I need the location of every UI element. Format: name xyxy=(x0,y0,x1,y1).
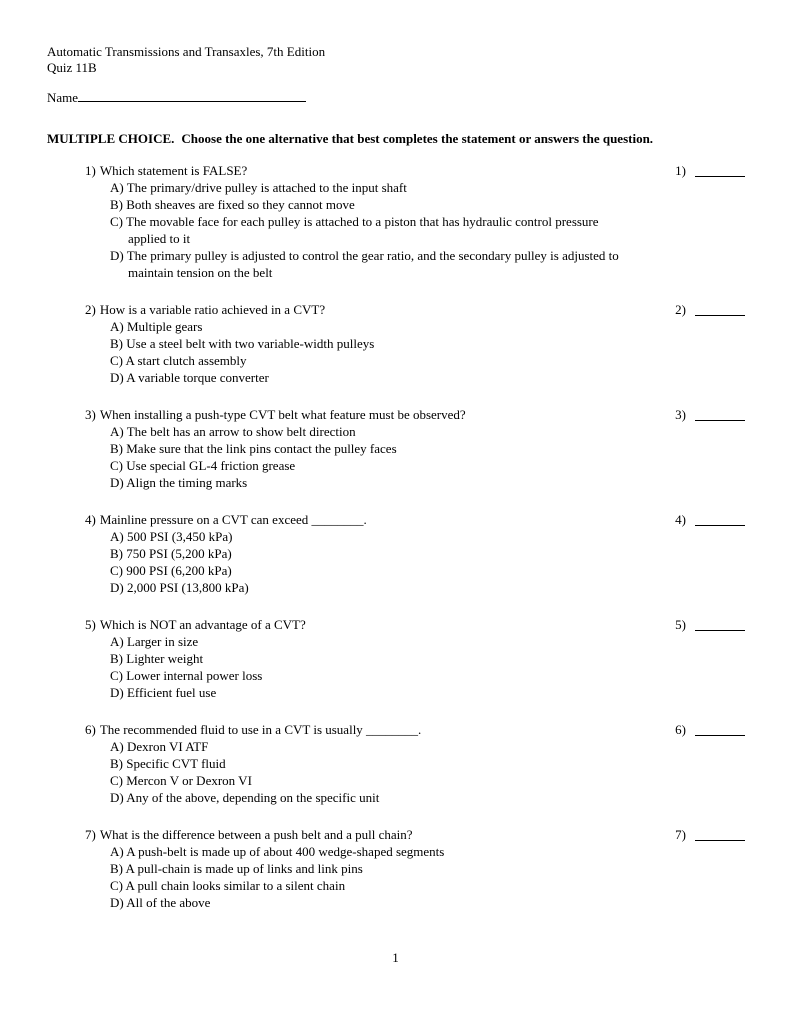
option-letter: A) xyxy=(110,634,124,649)
instructions-text: Choose the one alternative that best completes the statement or answers the question. xyxy=(181,131,654,146)
option-text: Lighter weight xyxy=(126,651,204,666)
option-letter: A) xyxy=(110,529,124,544)
option-c xyxy=(110,352,630,369)
option-text: Make sure that the link pins contact the pulley faces xyxy=(126,441,397,456)
option-text: Any of the above, depending on the specific unit xyxy=(126,790,380,805)
question-stem xyxy=(85,406,466,423)
option-b xyxy=(110,650,630,667)
option-text: A pull chain looks similar to a silent chain xyxy=(125,878,346,893)
answer-blank-line xyxy=(695,167,745,177)
option-a xyxy=(110,179,630,196)
option-c xyxy=(110,877,630,894)
option-text: A variable torque converter xyxy=(126,370,269,385)
option-d xyxy=(110,247,630,281)
option-d xyxy=(110,474,630,491)
answer-blank-line xyxy=(695,306,745,316)
option-letter: D) xyxy=(110,790,124,805)
option-text: 750 PSI (5,200 kPa) xyxy=(126,546,232,561)
answer-slot xyxy=(675,406,745,423)
option-a xyxy=(110,423,630,440)
question-block-5 xyxy=(85,616,745,701)
option-text: All of the above xyxy=(126,895,211,910)
name-row xyxy=(47,89,745,106)
option-text: Align the timing marks xyxy=(126,475,248,490)
question-block-4 xyxy=(85,511,745,596)
instructions xyxy=(47,130,745,147)
answer-blank-line xyxy=(695,411,745,421)
option-text: Multiple gears xyxy=(126,319,203,334)
answer-number: 1) xyxy=(675,163,686,178)
question-number: 5) xyxy=(85,617,96,632)
option-letter: B) xyxy=(110,336,123,351)
option-letter: D) xyxy=(110,685,124,700)
option-d xyxy=(110,894,630,911)
question-number: 2) xyxy=(85,302,96,317)
option-text: Specific CVT fluid xyxy=(126,756,226,771)
answer-slot xyxy=(675,511,745,528)
question-text: Which statement is FALSE? xyxy=(99,163,248,178)
option-list xyxy=(85,738,745,806)
option-list xyxy=(85,423,745,491)
question-block-3 xyxy=(85,406,745,491)
option-b xyxy=(110,860,630,877)
option-b xyxy=(110,335,630,352)
option-text: Efficient fuel use xyxy=(126,685,217,700)
answer-number: 7) xyxy=(675,827,686,842)
option-b xyxy=(110,440,630,457)
question-number: 3) xyxy=(85,407,96,422)
option-letter: C) xyxy=(110,773,123,788)
option-a xyxy=(110,528,630,545)
option-letter: C) xyxy=(110,353,123,368)
option-letter: B) xyxy=(110,546,123,561)
option-letter: B) xyxy=(110,441,123,456)
option-letter: C) xyxy=(110,668,123,683)
answer-slot xyxy=(675,721,745,738)
question-stem xyxy=(85,721,421,738)
option-text: The movable face for each pulley is attached to a piston that has hydraulic control pressure applied to it xyxy=(126,214,599,246)
answer-number: 2) xyxy=(675,302,686,317)
option-text: 2,000 PSI (13,800 kPa) xyxy=(126,580,249,595)
question-stem xyxy=(85,511,367,528)
question-block-2 xyxy=(85,301,745,386)
option-letter: C) xyxy=(110,214,123,229)
answer-number: 6) xyxy=(675,722,686,737)
option-list xyxy=(85,843,745,911)
option-list xyxy=(85,179,745,281)
option-b xyxy=(110,196,630,213)
answer-slot xyxy=(675,616,745,633)
option-letter: A) xyxy=(110,844,124,859)
option-c xyxy=(110,562,630,579)
option-letter: A) xyxy=(110,319,124,334)
option-letter: D) xyxy=(110,248,124,263)
answer-blank-line xyxy=(695,831,745,841)
question-text: Mainline pressure on a CVT can exceed ________. xyxy=(99,512,367,527)
question-stem xyxy=(85,162,247,179)
name-label: Name xyxy=(47,90,79,105)
question-list xyxy=(47,162,745,911)
answer-slot xyxy=(675,301,745,318)
option-text: Larger in size xyxy=(126,634,199,649)
option-text: A push-belt is made up of about 400 wedge-shaped segments xyxy=(126,844,445,859)
question-stem xyxy=(85,301,325,318)
option-a xyxy=(110,843,630,860)
option-letter: D) xyxy=(110,475,124,490)
question-text: What is the difference between a push belt and a pull chain? xyxy=(99,827,413,842)
instructions-prefix: MULTIPLE CHOICE. xyxy=(47,131,175,146)
option-a xyxy=(110,318,630,335)
question-block-7 xyxy=(85,826,745,911)
question-stem xyxy=(85,616,306,633)
option-text: Both sheaves are fixed so they cannot move xyxy=(126,197,355,212)
option-text: Dexron VI ATF xyxy=(126,739,209,754)
option-letter: B) xyxy=(110,651,123,666)
option-c xyxy=(110,213,630,247)
page-number: 1 xyxy=(392,950,399,965)
question-number: 6) xyxy=(85,722,96,737)
answer-number: 4) xyxy=(675,512,686,527)
question-text: The recommended fluid to use in a CVT is usually ________. xyxy=(99,722,422,737)
question-stem xyxy=(85,826,413,843)
question-text: When installing a push-type CVT belt what feature must be observed? xyxy=(99,407,466,422)
option-text: Mercon V or Dexron VI xyxy=(126,773,252,788)
option-b xyxy=(110,545,630,562)
name-blank-line xyxy=(78,91,306,102)
question-block-1 xyxy=(85,162,745,281)
option-a xyxy=(110,633,630,650)
option-c xyxy=(110,457,630,474)
option-letter: A) xyxy=(110,180,124,195)
option-d xyxy=(110,579,630,596)
option-text: 900 PSI (6,200 kPa) xyxy=(126,563,232,578)
option-text: The primary pulley is adjusted to control the gear ratio, and the secondary pulley is adjusted to maintain tension on the belt xyxy=(126,248,619,280)
option-letter: C) xyxy=(110,878,123,893)
option-list xyxy=(85,633,745,701)
question-text: How is a variable ratio achieved in a CVT? xyxy=(99,302,326,317)
answer-slot xyxy=(675,162,745,179)
option-letter: C) xyxy=(110,458,123,473)
option-d xyxy=(110,369,630,386)
option-letter: B) xyxy=(110,861,123,876)
answer-number: 3) xyxy=(675,407,686,422)
answer-blank-line xyxy=(695,726,745,736)
option-c xyxy=(110,772,630,789)
answer-blank-line xyxy=(695,621,745,631)
option-text: A pull-chain is made up of links and link pins xyxy=(125,861,363,876)
option-text: The primary/drive pulley is attached to the input shaft xyxy=(126,180,407,195)
option-letter: B) xyxy=(110,756,123,771)
answer-slot xyxy=(675,826,745,843)
answer-blank-line xyxy=(695,516,745,526)
option-text: 500 PSI (3,450 kPa) xyxy=(126,529,233,544)
option-text: The belt has an arrow to show belt direction xyxy=(126,424,356,439)
option-letter: A) xyxy=(110,739,124,754)
option-text: A start clutch assembly xyxy=(125,353,247,368)
option-letter: D) xyxy=(110,895,124,910)
question-number: 7) xyxy=(85,827,96,842)
option-a xyxy=(110,738,630,755)
option-list xyxy=(85,318,745,386)
option-list xyxy=(85,528,745,596)
option-b xyxy=(110,755,630,772)
document-subtitle: Quiz 11B xyxy=(47,60,97,75)
option-letter: D) xyxy=(110,580,124,595)
question-text: Which is NOT an advantage of a CVT? xyxy=(99,617,306,632)
option-text: Use a steel belt with two variable-width pulleys xyxy=(126,336,375,351)
option-text: Use special GL-4 friction grease xyxy=(126,458,296,473)
option-text: Lower internal power loss xyxy=(126,668,263,683)
question-block-6 xyxy=(85,721,745,806)
question-number: 4) xyxy=(85,512,96,527)
question-number: 1) xyxy=(85,163,96,178)
option-d xyxy=(110,684,630,701)
answer-number: 5) xyxy=(675,617,686,632)
option-d xyxy=(110,789,630,806)
option-letter: B) xyxy=(110,197,123,212)
option-letter: D) xyxy=(110,370,124,385)
option-letter: A) xyxy=(110,424,124,439)
document-title: Automatic Transmissions and Transaxles, 7th Edition xyxy=(47,44,326,59)
option-letter: C) xyxy=(110,563,123,578)
option-c xyxy=(110,667,630,684)
